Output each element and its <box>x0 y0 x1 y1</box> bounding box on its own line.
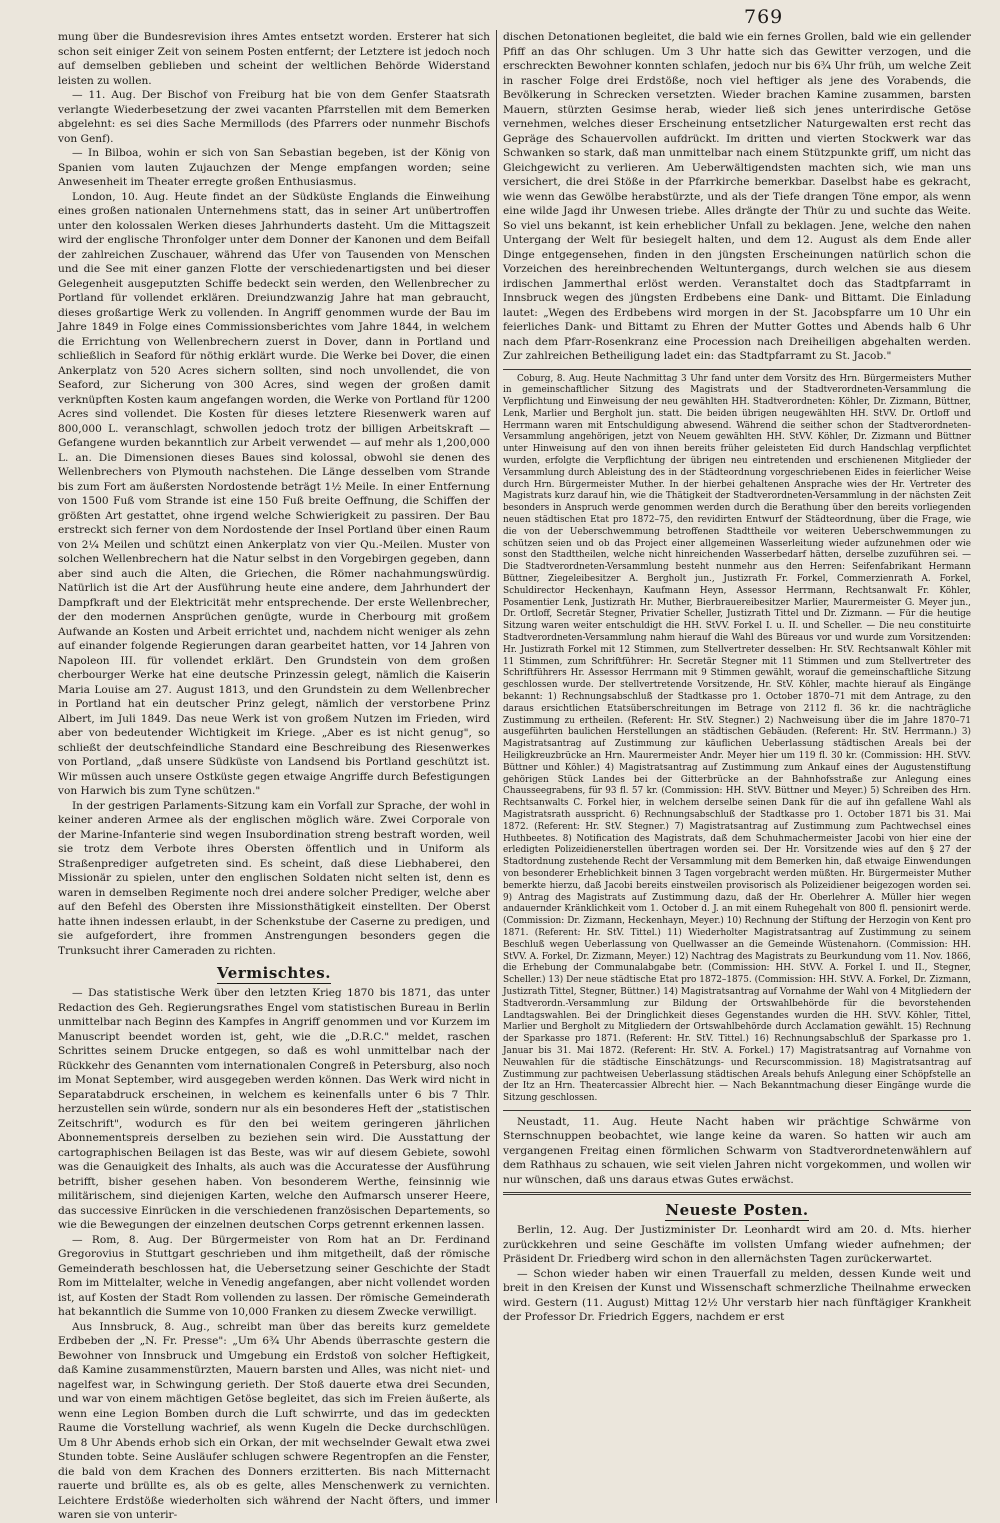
article-freiburg: — 11. Aug. Der Bischof von Freiburg hat bie von dem Genfer Staatsrath verlangte Wiederbesetzung der zwei vacanten Pfarrstellen mit dem Bemerken abgelehnt: es sei dies Sache Mermillods (des Pfarrers oder nunmehr Bischofs von Genf). <box>58 89 490 145</box>
article-berlin: Berlin, 12. Aug. Der Justizminister Dr. Leonhardt wird am 20. d. Mts. hierher zurückkehren und seine Geschäfte im vollsten Umfang wieder aufnehmen; der Präsident Dr. Friedberg wird schon in den allernächsten Tagen zurückerwartet. <box>503 1224 971 1266</box>
divider <box>503 1192 971 1195</box>
coburg-block <box>503 374 971 1105</box>
article-coburg: Coburg, 8. Aug. Heute Nachmittag 3 Uhr fand unter dem Vorsitz des Hrn. Bürgermeisters Muther in gemeinschaftlicher Sitzung des Magistrats und der Stadtverordneten-Versammlung die Verpflichtung und Einweisung der neu gewählten HH. Stadtverordneten: Köhler, Dr. Zizmann, Büttner, Lenk, Marlier und Bergholt jun. statt. Die beiden übrigen neugewählten HH. StVV. Dr. Ortloff und Herrmann waren mit Entschuldigung abwesend. Während die seither schon der Stadtverordneten-Versammlung angehörigen, jetzt von Neuem gewählten HH. StVV. Köhler, Dr. Zizmann und Büttner unter Hinweisung auf den von ihnen bereits früher geleisteten Eid durch Handschlag verpflichtet wurden, erfolgte die Verpflichtung der übrigen neu eintretenden und erschienenen Mitglieder der Versammlung durch Ableistung des in der Städteordnung vorgeschriebenen Eides in feierlicher Weise durch Hrn. Bürgermeister Muther. In der hierbei gehaltenen Ansprache wies der Hr. Vertreter des Magistrats kurz darauf hin, wie die Thätigkeit der Stadtverordneten-Versammlung in der nächsten Zeit besonders in Anspruch werde genommen werden durch die Berathung über den bereits vorliegenden neuen städtischen Etat pro 1872–75, den revidirten Entwurf der Städteordnung, über die Frage, wie die von der Ueberschwemmung betroffenen Stadttheile vor weiteren Ueberschwemmungen zu schützen seien und ob das Project einer allgemeinen Wasserleitung wieder aufzunehmen oder wie sonst den Stadttheilen, welche nicht hinreichenden Wasserbedarf hätten, derselbe zuzuführen sei. — Die Stadtverordneten-Versammlung besteht nunmehr aus den Herren: Seifenfabrikant Hermann Büttner, Ziegeleibesitzer A. Bergholt jun., Justizrath Fr. Forkel, Commerzienrath A. Forkel, Schuldirector Heckenhayn, Kaufmann Heyn, Assessor Herrmann, Rechtsanwalt Fr. Köhler, Posamentier Lenk, Justizrath Hr. Muther, Bierbrauereibesitzer Marlier, Maurermeister G. Meyer jun., Dr. Ortloff, Secretär Stegner, Privatier Scheller, Justizrath Tittel und Dr. Zizmann. — Für die heutige Sitzung waren weiter entschuldigt die HH. StVV. Forkel I. u. II. und Scheller. — Die neu constituirte Stadtverordneten-Versammlung nahm hierauf die Wahl des Büreaus vor und wurde zum Vorsitzenden: Hr. Justizrath Forkel mit 12 Stimmen, zum Stellvertreter desselben: Hr. StV. Rechtsanwalt Köhler mit 11 Stimmen, zum Schriftführer: Hr. Secretär Stegner mit 11 Stimmen und zum Stellvertreter des Schriftführers Hr. Assessor Herrmann mit 9 Stimmen gewählt, worauf die gemeinschaftliche Sitzung geschlossen wurde. Der stellvertretende Vorsitzende, Hr. StV. Köhler, machte hierauf als Eingänge bekannt: 1) Rechnungsabschluß der Stadtkasse pro 1. October 1870–71 mit dem Antrage, zu den daraus ersichtlichen Etatsüberschreitungen im Betrage von 2112 fl. 36 kr. die nachträgliche Zustimmung zu ertheilen. (Referent: Hr. StV. Stegner.) 2) Nachweisung über die im Jahre 1870–71 ausgeführten baulichen Herstellungen an städtischen Gebäuden. (Referent: Hr. StV. Herrmann.) 3) Magistratsantrag auf Zustimmung zur käuflichen Ueberlassung städtischen Areals bei der Heiligkreuzbrücke an Hrn. Maurermeister Andr. Meyer hier um 119 fl. 30 kr. (Commission: HH. StVV. Büttner und Köhler.) 4) Magistratsantrag auf Zustimmung zum Ankauf eines der Augustenstiftung gehörigen Stück Landes bei der Gitterbrücke an der Bahnhofsstraße zur Anlegung eines Chausseegrabens, für 93 fl. 57 kr. (Commission: HH. StVV. Büttner und Meyer.) 5) Schreiben des Hrn. Rechtsanwalts C. Forkel hier, in welchem derselbe seinen Dank für die auf ihn gefallene Wahl als Magistratsrath ausspricht. 6) Rechnungsabschluß der Stadtkasse pro 1. October 1871 bis 31. Mai 1872. (Referent: Hr. StV. Stegner.) 7) Magistratsantrag auf Zustimmung zum Pachtwechsel eines Huthbeetes. 8) Notification des Magistrats, daß dem Schuhmachermeister Jacobi von hier eine der erledigten Polizeidienerstellen übertragen worden sei. Der Hr. Vorsitzende wies auf den § 27 der Stadtordnung zustehende Recht der Versammlung mit dem Bemerken hin, daß etwaige Einwendungen von besonderer Erheblichkeit binnen 3 Tagen vorgebracht werden müßten. Hr. Bürgermeister Muther bemerkte hierzu, daß Jacobi bereits einstweilen provisorisch als Polizeidiener beigezogen worden sei. 9) Antrag des Magistrats auf Zustimmung dazu, daß der Hr. Oberlehrer A. Müller hier wegen andauernder Kränklichkeit vom 1. October d. J. an mit einem Ruhegehalt von 800 fl. pensionirt werde. (Commission: Dr. Zizmann, Heckenhayn, Meyer.) 10) Rechnung der Stiftung der Herzogin von Kent pro 1871. (Referent: Hr. StV. Tittel.) 11) Wiederholter Magistratsantrag auf Zustimmung zu seinem Beschluß wegen Ueberlassung von Quellwasser an die Gemeinde Wüstenahorn. (Commission: HH. StVV. A. Forkel, Dr. Zizmann, Meyer.) 12) Nachtrag des Magistrats zu Beurkundung vom 11. Nov. 1866, die Erhebung der Communalabgabe betr. (Commission: HH. StVV. A. Forkel I. und II., Stegner, Scheller.) 13) Der neue städtische Etat pro 1872–1875. (Commission: HH. StVV. A. Forkel, Dr. Zizmann, Justizrath Tittel, Stegner, Büttner.) 14) Magistratsantrag auf Vornahme der Wahl von 4 Mitgliedern der Stadtverordn.-Versammlung zur Bildung der Ortswahlbehörde für die bevorstehenden Landtagswahlen. Bei der Dringlichkeit dieses Gegenstandes wurden die HH. StVV. Köhler, Tittel, Marlier und Bergholt zu Mitgliedern der Ortswahlbehörde durch Acclamation gewählt. 15) Rechnung der Sparkasse pro 1871. (Referent: Hr. StV. Tittel.) 16) Rechnungsabschluß der Sparkasse pro 1. Januar bis 31. Mai 1872. (Referent: Hr. StV. A. Forkel.) 17) Magistratsantrag auf Vornahme von Neuwahlen für die städtische Einschätzungs- und Recurscommission. 18) Magistratsantrag auf Zustimmung zur pachtweisen Ueberlassung städtischen Areals behufs Anlegung einer Schöpfstelle an der Itz an Hrn. Theatercassier Albrecht hier. — Nach Bekanntmachung dieser Eingänge wurde die Sitzung geschlossen. <box>503 373 971 1104</box>
article-parliament: In der gestrigen Parlaments-Sitzung kam ein Vorfall zur Sprache, der wohl in keiner anderen Armee als der englischen möglich wäre. Zwei Corporale von der Marine-Infanterie sind wegen Insubordination streng bestraft worden, weil sie trotz dem Verbote ihres Obersten öffentlich und in Uniform als Straßenprediger aufgetreten sind. Es scheint, daß diese Liebhaberei, den Missionär zu spielen, unter den englischen Soldaten nicht selten ist, denn es waren in demselben Regimente noch drei andere solcher Prediger, welche aber auf den Befehl des Obersten ihre Missionsthätigkeit einstellten. Der Oberst hatte ihnen indessen erlaubt, in der Schenkstube der Caserne zu predigen, und sie aufgefordert, ihre frommen Anstrengungen besonders gegen die Trunksucht ihrer Cameraden zu richten. <box>58 799 490 957</box>
article-london: London, 10. Aug. Heute findet an der Südküste Englands die Einweihung eines großen nationalen Unternehmens statt, das in seiner Art unübertroffen unter den kolossalen Werken dieses Jahrhunderts dasteht. Um die Mittagszeit wird der englische Thronfolger unter dem Donner der Kanonen und dem Beifall der zahlreichen Zuschauer, während das Ufer von Tausenden von Menschen und die See mit einer ganzen Flotte der verschiedenartigsten und bei dieser Gelegenheit ausgeputzten Schiffe bedeckt sein werden, den Wellenbrecher zu Portland für vollendet erklären. Dreiundzwanzig Jahre hat man gebraucht, dieses großartige Werk zu vollenden. In Angriff genommen wurde der Bau im Jahre 1849 in Folge eines Commissionsberichtes vom Jahre 1844, in welchem die Errichtung von Wellenbrechern zuerst in Dover, dann in Portland und schließlich in Seaford für nöthig erklärt wurde. Die Werke bei Dover, die einen Ankerplatz von 520 Acres sichern sollten, sind noch unvollendet, die von Seaford, zur Sicherung von 300 Acres, sind wegen der großen damit verknüpften Kosten kaum angefangen worden, die Werke von Portland für 1200 Acres sind vollendet. Die Kosten für dieses letztere Riesenwerk waren auf 800,000 L. veranschlagt, schwollen jedoch trotz der billigen Arbeitskraft — Gefangene wurden bekanntlich zur Arbeit verwendet — auf mehr als 1,200,000 L. an. Die Dimensionen dieses Baues sind kolossal, obwohl sie denen des Wellenbrechers von Plymouth nachstehen. Die Länge desselben vom Strande bis zum Fort am äußersten Nordostende beträgt 1½ Meile. In einer Entfernung von 1500 Fuß vom Strande ist eine 150 Fuß breite Oeffnung, die Schiffen der größten Art gestattet, ohne irgend welche Schwierigkeit zu passiren. Der Bau erstreckt sich ferner von dem Nordostende der Insel Portland über einen Raum von 2¼ Meilen und schützt einen Ankerplatz von vier Qu.-Meilen. Muster von solchen Wellenbrechern hat die Natur selbst in den Vorgebirgen gegeben, dann aber sind auch die Alten, die Griechen, die Römer nachahmungswürdig. Natürlich ist die Art der Ausführung heute eine andere, dem Jahrhundert der Dampfkraft und der Elektricität mehr entsprechende. Der erste Wellenbrecher, der den modernen Ansprüchen genügte, wurde in Cherbourg mit großem Aufwande an Kosten und Arbeit errichtet und, nachdem nicht weniger als zehn auf einander folgende Regierungen daran gearbeitet hatten, vor 14 Jahren von Napoleon III. für vollendet erklärt. Den Grundstein von dem großen cherbourger Werke hat eine deutsche Prinzessin gelegt, nämlich die Kaiserin Maria Louise am 27. August 1813, und den Grundstein zu dem Wellenbrecher in Portland hat ein deutscher Prinz gelegt, nämlich der verstorbene Prinz Albert, im Juli 1849. Das neue Werk ist von großem Nutzen im Frieden, wird aber von bedeutender Wichtigkeit im Kriege. „Aber es ist nicht genug", so schließt der deutschfeindliche Standard eine Beschreibung des Riesenwerkes von Portland, „daß unsere Südküste von Landsend bis Portland geschützt ist. Wir müssen auch unsere Ostküste gegen etwaige Angriffe durch Befestigungen von Harwich bis zum Tyne schützen." <box>58 190 490 797</box>
article-neustadt: Neustadt, 11. Aug. Heute Nacht haben wir prächtige Schwärme von Sternschnuppen beobachtet, wie lange keine da waren. So hatten wir auch am vergangenen Freitag einen förmlichen Schwarm von Stadtverordnetenwählern auf dem Rathhaus zu schauen, wie seit vielen Jahren nicht vorgekommen, und wollen wir nur wünschen, daß uns daraus etwas Gutes erwächst. <box>503 1115 971 1186</box>
article-eggers: — Schon wieder haben wir einen Trauerfall zu melden, dessen Kunde weit und breit in den Kreisen der Kunst und Wissenschaft schmerzliche Theilnahme erwecken wird. Gestern (11. August) Mittag 12½ Uhr verstarb hier nach fünftägiger Krankheit der Professor Dr. Friedrich Eggers, nachdem er erst <box>503 1267 971 1324</box>
article-continuation: mung über die Bundesrevision ihres Amtes entsetzt worden. Ersterer hat sich schon seit einiger Zeit von seinem Posten entfernt; der Letztere ist jedoch noch auf demselben geblieben und scheint der weltlichen Behörde Widerstand leisten zu wollen. <box>58 31 490 87</box>
article-rome: — Rom, 8. Aug. Der Bürgermeister von Rom hat an Dr. Ferdinand Gregorovius in Stuttgart geschrieben und ihm mitgetheilt, daß der römische Gemeinderath beschlossen hat, die Uebersetzung seiner Geschichte der Stadt Rom im Mittelalter, welche in Venedig angefangen, aber nicht vollendet worden ist, auf Kosten der Stadt Rom vollenden zu lassen. Der römische Gemeinderath hat bekanntlich die Summe von 10,000 Franken zu diesem Zwecke verwilligt. <box>58 1233 490 1318</box>
page-number: 769 <box>744 6 784 28</box>
divider <box>503 369 971 370</box>
section-title-text: Vermischtes. <box>217 964 331 982</box>
section-title-neueste-posten <box>503 1201 971 1219</box>
section-title-text: Neueste Posten. <box>665 1201 809 1220</box>
left-column <box>58 30 497 1521</box>
section-title-vermischtes <box>58 964 490 982</box>
article-statistics: — Das statistische Werk über den letzten Krieg 1870 bis 1871, das unter Redaction des Geh. Regierungsrathes Engel vom statistischen Bureau in Berlin unmittelbar nach Beginn des Kampfes in Angriff genommen und vor Kurzem im Manuscript beendet worden ist, geht, wie die „D.R.C." meldet, raschen Schrittes seinem Drucke entgegen, so daß es wohl unmittelbar nach der Rückkehr des Genannten vom internationalen Congreß in Petersburg, also noch im Monat September, wird ausgegeben werden können. Das Werk wird nicht in Separatabdruck erscheinen, in welchem es keinenfalls unter 6 bis 7 Thlr. herzustellen sein würde, sondern nur als ein besonderes Heft der „statistischen Zeitschrift", wodurch es für den bei weitem geringeren jährlichen Abonnementspreis derselben zu beziehen sein wird. Die Ausstattung der cartographischen Beilagen ist das Beste, was wir auf diesem Gebiete, sowohl was die Genauigkeit des Inhalts, als auch was die Accuratesse der Ausführung betrifft, bisher gesehen haben. Von besonderem Werthe, feinsinnig wie militärischem, sind diejenigen Karten, welche den Aufmarsch unserer Heere, das successive Einrücken in die verschiedenen französischen Departements, so wie die Bewegungen der einzelnen deutschen Corps getrennt erkennen lassen. <box>58 987 490 1231</box>
article-innsbruck: Aus Innsbruck, 8. Aug., schreibt man über das bereits kurz gemeldete Erdbeben der „N. Fr. Presse": „Um 6¾ Uhr Abends überraschte gestern die Bewohner von Innsbruck und Umgebung ein Erdstoß von solcher Heftigkeit, daß Kamine zusammenstürzten, Mauern barsten und Alles, was nicht niet- und nagelfest war, in Schwingung gerieth. Der Stoß dauerte etwa drei Secunden, und war von einem mächtigen Getöse begleitet, das sich im Freien äußerte, als wenn eine Legion Bomben durch die Luft schwirrte, und das im gedeckten Raume die Vorstellung wachrief, als wenn Kugeln die Decke durchschlügen. Um 8 Uhr Abends erhob sich ein Orkan, der mit wechselnder Gewalt etwa zwei Stunden tobte. Seine Ausläufer schlugen schwere Regentropfen an die Fenster, die bald von dem Krachen des Donners erzitterten. Bis nach Mitternacht rauerte und brüllte es, als ob es gelte, alles Menschenwerk zu vernichten. Leichtere Erdstöße wiederholten sich während der Nacht öfters, und immer waren sie von unterir- <box>58 1320 490 1521</box>
article-innsbruck-continuation: dischen Detonationen begleitet, die bald wie ein fernes Grollen, bald wie ein gellender Pfiff an das Ohr schlugen. Um 3 Uhr hatte sich das Gewitter verzogen, und die erschreckten Bewohner konnten schlafen, jedoch nur bis 6¾ Uhr früh, um welche Zeit in rascher Folge drei Erdstöße, noch viel heftiger als jene des Vorabends, die Bevölkerung in Schrecken versetzten. Wieder brachen Kamine zusammen, barsten Mauern, stürzten Gesimse herab, wieder ließ sich jenes unterirdische Getöse vernehmen, welches dieser Erscheinung entsetzlicher Naturgewalten erst recht das Gepräge des Schauervollen aufdrückt. Im dritten und vierten Stockwerk war das Schwanken so stark, daß man unmittelbar nach einem Stützpunkte griff, um nicht das Gleichgewicht zu verlieren. Am Ueberwältigendsten machten sich, wie man uns versichert, die drei Stöße in der Pfarrkirche bemerkbar. Daselbst habe es gekracht, wie wenn das Gewölbe herabstürzte, und als der Tiefe drangen Töne empor, als wenn eine wilde Jagd ihr Unwesen triebe. Alles drängte der Thür zu und suchte das Weite. So viel uns bekannt, ist kein erheblicher Unfall zu beklagen. Jene, welche den nahen Untergang der Welt für besiegelt halten, und dem 12. August als dem Ende aller Dinge entgegensehen, finden in den jüngsten Erscheinungen natürlich schon die Vorzeichen des hereinbrechenden Weltuntergangs, durch welchen sie aus diesem irdischen Jammerthal erlöst werden. Veranstaltet doch das Stadtpfarramt in Innsbruck wegen des jüngsten Erdbebens eine Dank- und Bittamt. Die Einladung lautet: „Wegen des Erdbebens wird morgen in der St. Jacobspfarre um 10 Uhr ein feierliches Dank- und Bittamt zu Ehren der Mutter Gottes und Abends halb 6 Uhr nach dem Pfarr-Rosenkranz eine Procession nach Dreiheiligen abgehalten werden. Zur zahlreichen Betheiligung ladet ein: das Stadtpfarramt zu St. Jacob." <box>503 31 971 362</box>
divider <box>503 1110 971 1111</box>
article-bilboa: — In Bilboa, wohin er sich von San Sebastian begeben, ist der König von Spanien vom lauten Zujauchzen der Menge empfangen worden; seine Anwesenheit im Theater erregte großen Enthusiasmus. <box>58 147 490 188</box>
right-column <box>497 30 971 1503</box>
columns <box>58 30 972 1521</box>
